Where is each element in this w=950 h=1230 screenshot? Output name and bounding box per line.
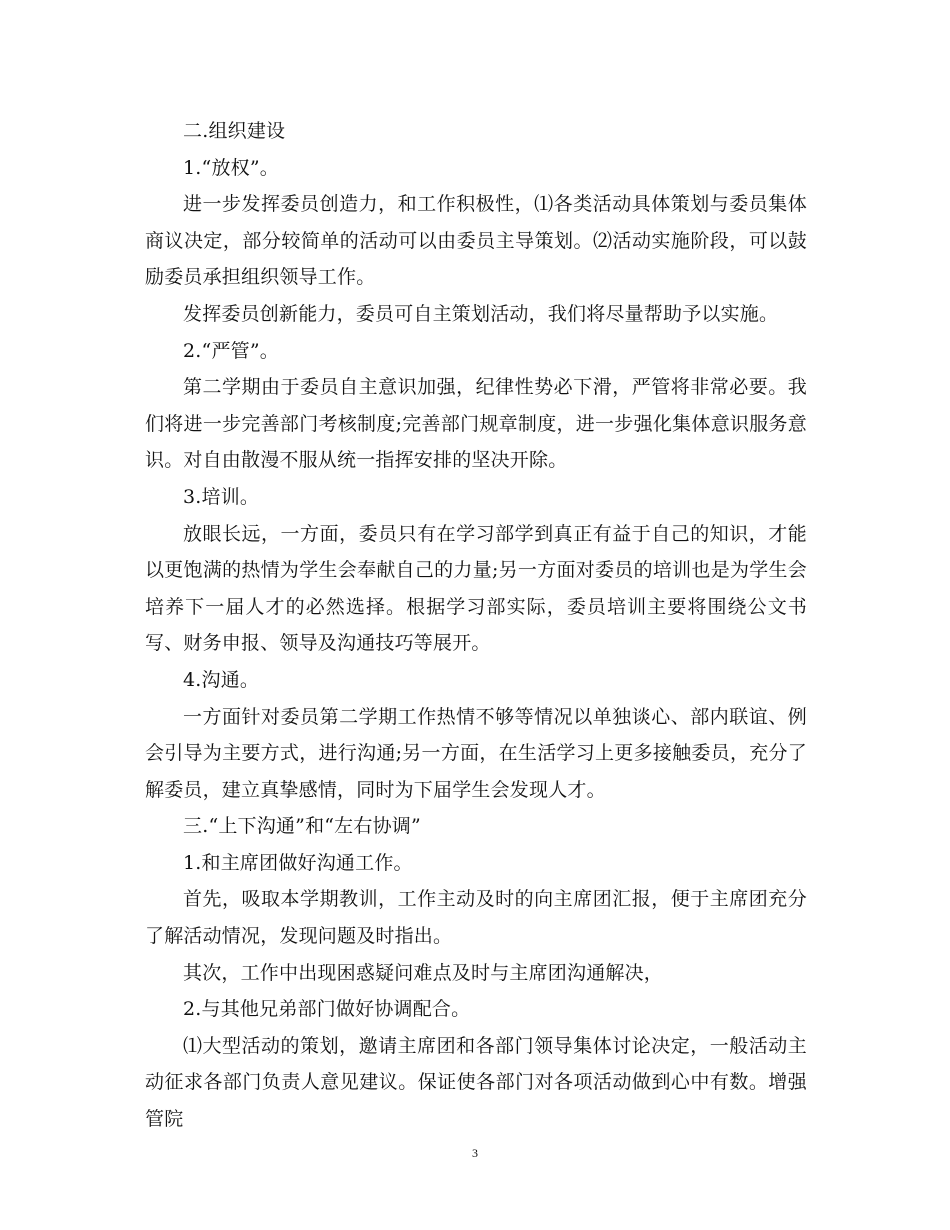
paragraph-training: 放眼长远，一方面，委员只有在学习部学到真正有益于自己的知识，才能以更饱满的热情为学生会奉献自己的力量;另一方面对委员的培训也是为学生会培养下一届人才的必然选择。根据学习部实际，委员培训主要将围绕公文书写、财务申报、领导及沟通技巧等展开。 xyxy=(145,522,807,655)
paragraph-empowerment-detail: 进一步发挥委员创造力，和工作积极性，⑴各类活动具体策划与委员集体商议决定，部分较简单的活动可以由委员主导策划。⑵活动实施阶段，可以鼓励委员承担组织领导工作。 xyxy=(145,193,807,289)
subheading-presidium: 1.和主席团做好沟通工作。 xyxy=(183,851,413,874)
subheading-empowerment: 1.“放权”。 xyxy=(183,156,279,179)
paragraph-presidium-second: 其次，工作中出现困惑疑问难点及时与主席团沟通解决， xyxy=(183,961,664,984)
subheading-other-departments: 2.与其他兄弟部门做好协调配合。 xyxy=(183,998,471,1021)
subheading-training: 3.培训。 xyxy=(183,485,260,508)
subheading-communication: 4.沟通。 xyxy=(183,668,260,691)
section-heading-coordination: 三.“上下沟通”和“左右协调” xyxy=(183,815,421,838)
paragraph-communication: 一方面针对委员第二学期工作热情不够等情况以单独谈心、部内联谊、例会引导为主要方式，进行沟通;另一方面，在生活学习上更多接触委员，充分了解委员，建立真挚感情，同时为下届学生会发现人才。 xyxy=(145,705,807,801)
paragraph-innovation: 发挥委员创新能力，委员可自主策划活动，我们将尽量帮助予以实施。 xyxy=(183,302,779,325)
paragraph-strict-management: 第二学期由于委员自主意识加强，纪律性势必下滑，严管将非常必要。我们将进一步完善部门考核制度;完善部门规章制度，进一步强化集体意识服务意识。对自由散漫不服从统一指挥安排的坚决开除。 xyxy=(145,376,807,472)
section-heading-organization: 二.组织建设 xyxy=(183,120,286,142)
paragraph-large-activities: ⑴大型活动的策划，邀请主席团和各部门领导集体讨论决定，一般活动主动征求各部门负责人意见建议。保证使各部门对各项活动做到心中有数。增强管院 xyxy=(145,1034,807,1131)
page-number: 3 xyxy=(472,1146,478,1160)
document-body xyxy=(145,113,807,1138)
subheading-strict-management: 2.“严管”。 xyxy=(183,339,279,362)
paragraph-presidium-first: 首先，吸取本学期教训，工作主动及时的向主席团汇报，便于主席团充分了解活动情况，发现问题及时指出。 xyxy=(145,888,807,948)
